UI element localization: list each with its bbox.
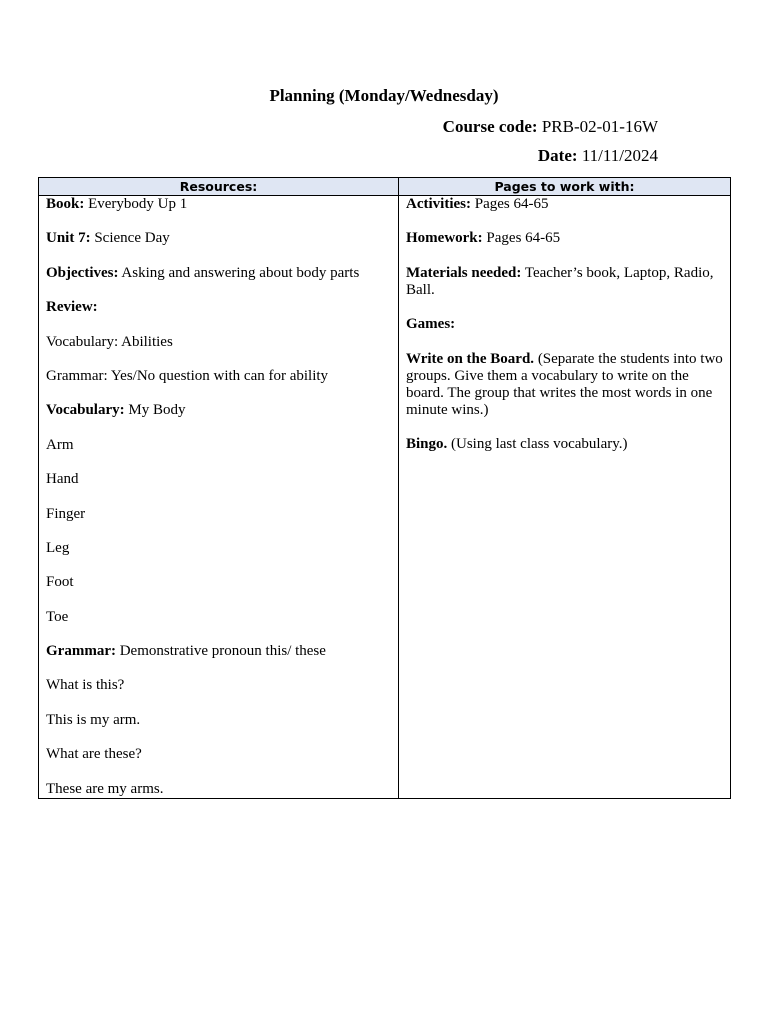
item-label: Review: — [46, 299, 98, 316]
date-label: Date: — [537, 146, 578, 165]
list-item — [406, 351, 723, 419]
page-title: Planning (Monday/Wednesday) — [269, 86, 499, 105]
item-text: These are my arms. — [46, 780, 164, 797]
pages-header: Pages to work with: — [399, 178, 731, 196]
item-text: Pages 64-65 — [470, 196, 549, 212]
course-code-line — [443, 117, 658, 137]
item-label: Homework: — [406, 230, 483, 247]
list-item — [406, 230, 723, 247]
item-text: Teacher’s book, Laptop, Radio, Ball. — [406, 264, 714, 298]
item-text: (Using last class vocabulary.) — [447, 435, 628, 452]
item-text: Arm — [46, 436, 74, 453]
list-item — [406, 316, 723, 333]
item-text: Vocabulary: Abilities — [46, 333, 173, 350]
item-label: Unit 7: — [46, 230, 91, 247]
list-item — [46, 265, 391, 282]
list-item — [406, 196, 723, 213]
pages-content — [406, 196, 723, 453]
list-item — [46, 574, 391, 591]
list-item — [46, 402, 391, 419]
list-item — [46, 746, 391, 763]
item-label: Bingo. — [406, 435, 448, 452]
item-text: Pages 64-65 — [482, 230, 561, 247]
list-item — [406, 265, 723, 299]
item-text: Grammar: Yes/No question with can for ability — [46, 367, 329, 384]
item-text: Leg — [46, 539, 70, 556]
item-label: Materials needed: — [406, 264, 522, 281]
item-label: Games: — [406, 316, 456, 333]
list-item — [46, 230, 391, 247]
item-label: Book: — [46, 196, 85, 212]
list-item — [46, 540, 391, 557]
item-label: Write on the Board. — [406, 350, 535, 367]
list-item — [46, 609, 391, 626]
item-text: Demonstrative pronoun this/ these — [115, 643, 326, 660]
item-text: Toe — [46, 608, 69, 625]
item-text: What are these? — [46, 746, 142, 763]
list-item — [46, 677, 391, 694]
resources-cell — [39, 196, 399, 799]
list-item — [46, 368, 391, 385]
list-item — [46, 299, 391, 316]
item-label: Activities: — [406, 196, 471, 212]
pages-cell — [399, 196, 731, 799]
item-text: Asking and answering about body parts — [118, 264, 360, 281]
item-label: Vocabulary: — [46, 402, 125, 419]
list-item — [46, 781, 391, 798]
date-value: 11/11/2024 — [577, 146, 658, 165]
item-text: Science Day — [90, 230, 170, 247]
item-text: Foot — [46, 574, 74, 591]
table-body-row — [39, 196, 731, 799]
list-item — [46, 437, 391, 454]
item-text: Everybody Up 1 — [84, 196, 188, 212]
item-text: (Separate the students into two groups. Give them a vocabulary to write on the board. The group that writes the most words in one minute wins.) — [406, 350, 723, 418]
resources-header: Resources: — [39, 178, 399, 196]
item-text: My Body — [124, 402, 186, 419]
list-item — [46, 334, 391, 351]
resources-content — [46, 196, 391, 798]
item-text: Finger — [46, 505, 86, 522]
list-item — [46, 471, 391, 488]
course-code-label: Course code: — [442, 117, 538, 136]
table-header-row — [39, 178, 731, 196]
list-item — [406, 436, 723, 453]
list-item — [46, 712, 391, 729]
item-text: This is my arm. — [46, 711, 141, 728]
planning-table — [38, 177, 731, 799]
course-code-value: PRB-02-01-16W — [537, 117, 658, 136]
item-label: Grammar: — [46, 643, 116, 660]
item-text: What is this? — [46, 677, 125, 694]
item-text: Hand — [46, 471, 79, 488]
item-label: Objectives: — [46, 264, 119, 281]
list-item — [46, 196, 391, 213]
list-item — [46, 506, 391, 523]
list-item — [46, 643, 391, 660]
date-line — [538, 146, 658, 166]
